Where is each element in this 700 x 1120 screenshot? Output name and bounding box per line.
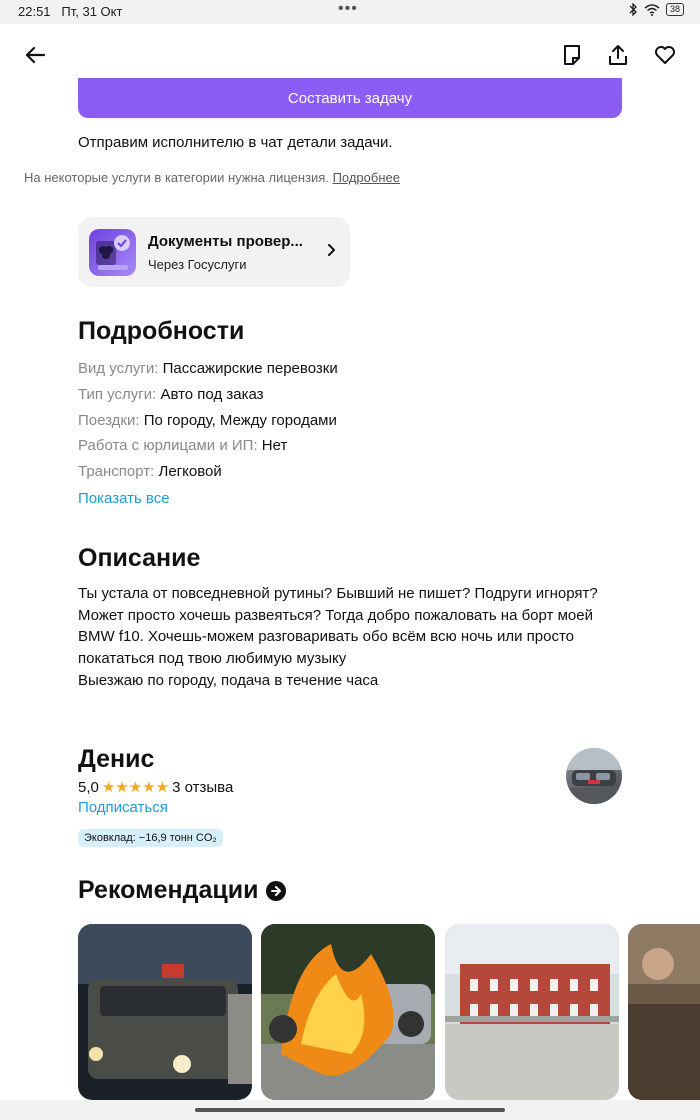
detail-value: Пассажирские перевозки <box>162 360 338 377</box>
star-rating-icon: ★★★★★ <box>101 779 170 796</box>
eco-badge: Эковклад: −16,9 тонн CO₂ <box>78 829 223 847</box>
status-dots: ••• <box>338 0 358 17</box>
recommendation-card-partial[interactable] <box>628 924 700 1100</box>
note-icon <box>563 44 581 66</box>
back-button[interactable] <box>20 40 50 70</box>
docs-card-title: Документы провер... <box>148 233 303 250</box>
detail-key: Работа с юрлицами и ИП: <box>78 437 258 454</box>
description-line: Может просто хочешь развеяться? Тогда добро пожаловать на борт моей <box>78 606 593 624</box>
description-text <box>78 583 618 692</box>
note-button[interactable] <box>557 40 587 70</box>
subscribe-link[interactable]: Подписаться <box>78 799 168 816</box>
detail-row <box>78 463 222 480</box>
compose-task-label: Составить задачу <box>287 89 413 107</box>
recommendation-card-burning-car[interactable] <box>261 924 435 1100</box>
detail-value: По городу, Между городами <box>143 412 337 429</box>
wifi-icon <box>644 4 660 16</box>
detail-row <box>78 360 338 377</box>
rating-row <box>78 778 233 796</box>
recommendations-title[interactable] <box>78 876 286 905</box>
status-bar <box>0 0 700 24</box>
status-icons <box>628 3 684 16</box>
favorite-button[interactable] <box>650 40 680 70</box>
heart-icon <box>654 45 676 65</box>
home-gesture-bar[interactable] <box>195 1108 505 1112</box>
arrow-right-circle-icon <box>266 881 286 901</box>
documents-verified-card[interactable] <box>78 217 350 287</box>
description-line: BMW f10. Хочешь-можем разговаривать обо всём всю ночь или просто <box>78 628 575 646</box>
status-time-date <box>18 4 122 19</box>
battery-icon: 38 <box>666 3 684 16</box>
description-title: Описание <box>78 544 201 572</box>
license-note <box>24 170 400 185</box>
detail-value: Авто под заказ <box>160 386 264 403</box>
recommendation-card-red-building[interactable] <box>445 924 619 1100</box>
license-text: На некоторые услуги в категории нужна лицензия. <box>24 170 329 185</box>
detail-value: Легковой <box>158 463 222 480</box>
chevron-right-icon <box>327 243 336 257</box>
docs-card-subtitle: Через Госуслуги <box>148 257 247 272</box>
show-all-link[interactable]: Показать все <box>78 490 170 507</box>
detail-key: Транспорт: <box>78 463 155 480</box>
author-name[interactable]: Денис <box>78 745 155 773</box>
license-more-link[interactable]: Подробнее <box>332 170 400 185</box>
status-date: Пт, 31 Окт <box>61 4 123 19</box>
details-title: Подробности <box>78 317 245 345</box>
send-note: Отправим исполнителю в чат детали задачи. <box>78 134 393 151</box>
detail-value: Нет <box>261 437 288 454</box>
share-icon <box>608 44 628 66</box>
detail-row <box>78 412 337 429</box>
app-bar <box>0 24 700 86</box>
verified-documents-icon <box>89 229 136 276</box>
description-line: Ты устала от повседневной рутины? Бывший не пишет? Подруги игнорят? <box>78 585 598 602</box>
avatar[interactable] <box>566 748 622 804</box>
bluetooth-icon <box>628 3 638 16</box>
detail-key: Поездки: <box>78 412 140 429</box>
description-line: Выезжаю по городу, подача в течение часа <box>78 671 379 689</box>
status-time: 22:51 <box>18 4 51 19</box>
detail-key: Вид услуги: <box>78 360 159 377</box>
rating-value: 5,0 <box>78 778 99 796</box>
detail-row <box>78 386 264 403</box>
reviews-count[interactable]: 3 отзыва <box>172 778 234 796</box>
detail-key: Тип услуги: <box>78 386 157 403</box>
share-button[interactable] <box>603 40 633 70</box>
recommendation-card-suv-night[interactable] <box>78 924 252 1100</box>
description-line: покататься под твою любимую музыку <box>78 650 347 668</box>
recommendations-label: Рекомендации <box>78 876 259 904</box>
compose-task-button[interactable] <box>78 78 622 118</box>
detail-row <box>78 437 287 454</box>
back-arrow-icon <box>25 46 45 64</box>
